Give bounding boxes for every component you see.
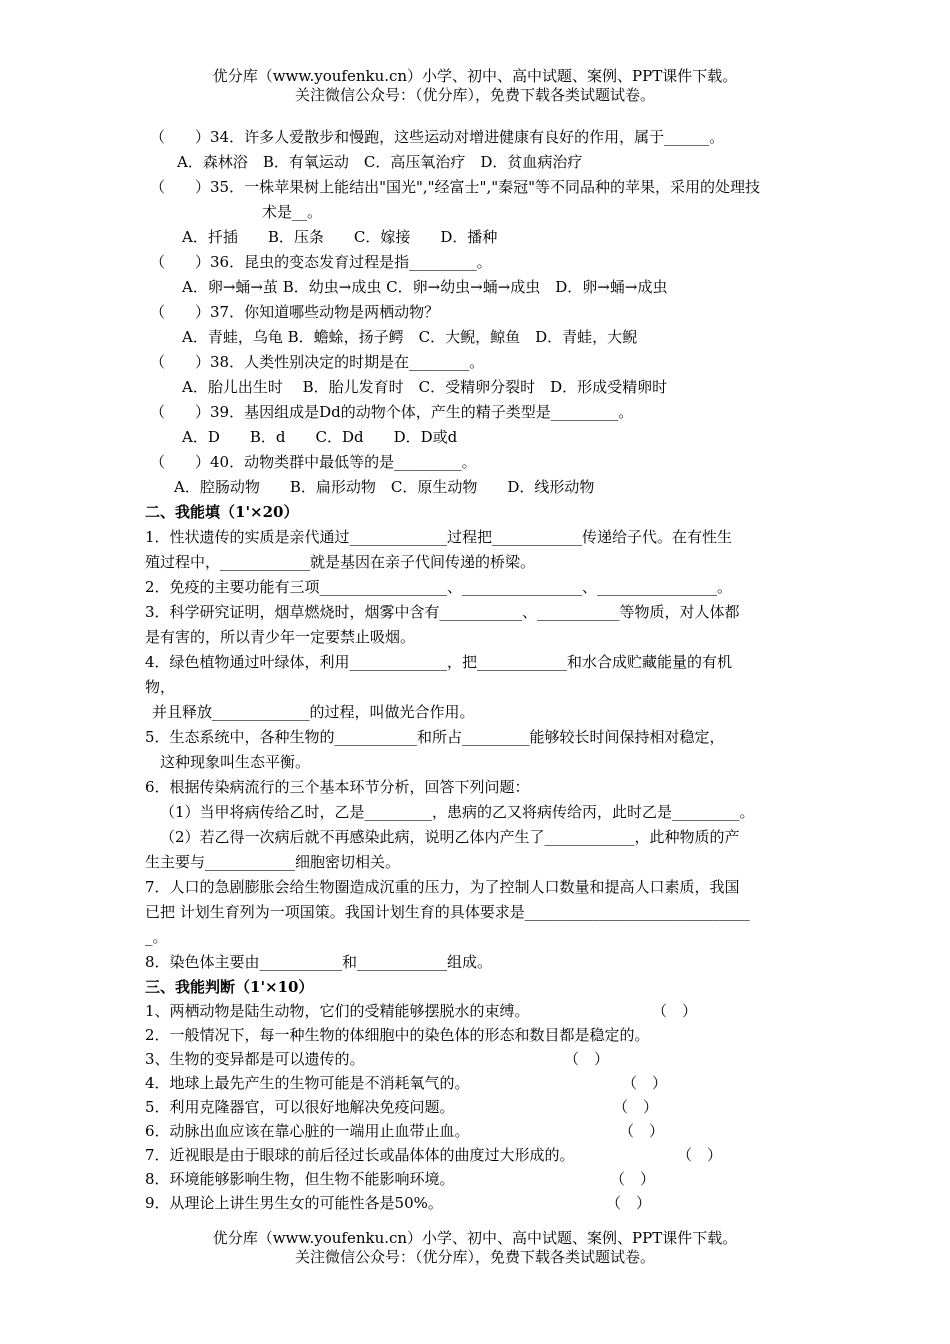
judge-section-heading: 三、我能判断（1'×10） [145, 978, 314, 996]
fill-line: 殖过程中，____________就是基因在亲子代间传递的桥梁。 [145, 553, 536, 571]
judge-item-text: 8．环境能够影响生物，但生物不能影响环境。 [145, 1170, 455, 1188]
page-header [0, 67, 950, 105]
judge-item [145, 1121, 470, 1141]
fill-section-heading: 二、我能填（1'×20） [145, 503, 299, 521]
fill-line: 已把 计划生育列为一项国策。我国计划生育的具体要求是______________________________ [145, 903, 750, 921]
judge-item-text: 2．一般情况下，每一种生物的体细胞中的染色体的形态和数目都是稳定的。 [145, 1026, 650, 1044]
judge-item-text: 6．动脉出血应该在靠心脏的一端用止血带止血。 [145, 1122, 470, 1140]
judge-answer-paren[interactable]: （ ） [613, 1098, 659, 1116]
fill-line: 这种现象叫生态平衡。 [160, 753, 311, 771]
judge-item-text: 4．地球上最先产生的生物可能是不消耗氧气的。 [145, 1074, 470, 1092]
question-36: （ ）36．昆虫的变态发育过程是指_________。 [150, 253, 492, 271]
question-35-continued: 术是__。 [262, 203, 323, 221]
fill-line: 7．人口的急剧膨胀会给生物圈造成沉重的压力，为了控制人口数量和提高人口素质，我国 [145, 878, 740, 896]
fill-line: 3．科学研究证明，烟草燃烧时，烟雾中含有___________、___________等物质，对人体都 [145, 603, 740, 621]
judge-item [145, 1001, 530, 1021]
question-35-options: A．扦插 B．压条 C．嫁接 D．播种 [182, 228, 498, 246]
fill-line: 6．根据传染病流行的三个基本环节分析，回答下列问题： [145, 778, 530, 796]
question-38: （ ）38．人类性别决定的时期是在________。 [150, 353, 485, 371]
question-37: （ ）37．你知道哪些动物是两栖动物？ [150, 303, 440, 321]
judge-answer-paren[interactable]: （ ） [564, 1050, 610, 1068]
judge-item-text: 7．近视眼是由于眼球的前后径过长或晶体体的曲度过大形成的。 [145, 1146, 575, 1164]
fill-line: （2）若乙得一次病后就不再感染此病，说明乙体内产生了____________，此种物质的产 [160, 828, 740, 846]
judge-answer-paren[interactable]: （ ） [619, 1122, 665, 1140]
judge-item-text: 9．从理论上讲生男生女的可能性各是50%。 [145, 1194, 443, 1212]
question-38-options: A．胎儿出生时 B．胎儿发育时 C．受精卵分裂时 D．形成受精卵时 [182, 378, 668, 396]
judge-answer-paren[interactable]: （ ） [652, 1002, 698, 1020]
page-footer [0, 1229, 950, 1267]
judge-item-text: 5．利用克隆器官，可以很好地解决免疫问题。 [145, 1098, 455, 1116]
fill-line: 1．性状遗传的实质是亲代通过_____________过程把____________传递给子代。在有性生 [145, 528, 733, 546]
fill-line: 并且释放_____________的过程，叫做光合作用。 [152, 703, 475, 721]
fill-line: 是有害的，所以青少年一定要禁止吸烟。 [145, 628, 416, 646]
question-34: （ ）34．许多人爱散步和慢跑，这些运动对增进健康有良好的作用，属于______。 [150, 128, 725, 146]
judge-item [145, 1025, 650, 1045]
fill-line: 2．免疫的主要功能有三项_________________、________________、________________。 [145, 578, 733, 596]
question-39-options: A．D B．d C．Dd D．D或d [182, 428, 458, 446]
judge-item [145, 1169, 455, 1189]
fill-line: 4．绿色植物通过叶绿体，利用_____________，把____________和水合成贮藏能量的有机 [145, 653, 733, 671]
judge-answer-paren[interactable]: （ ） [610, 1170, 656, 1188]
fill-line: 物， [145, 678, 176, 696]
fill-line: 5．生态系统中，各种生物的___________和所占_________能够较长时间保持相对稳定， [145, 728, 725, 746]
judge-answer-paren[interactable]: （ ） [677, 1146, 723, 1164]
question-35: （ ）35．一株苹果树上能结出"国光","经富士","秦冠"等不同品种的苹果，采用的处理技 [150, 178, 761, 196]
question-40: （ ）40．动物类群中最低等的是_________。 [150, 453, 477, 471]
question-39: （ ）39．基因组成是Dd的动物个体，产生的精子类型是_________。 [150, 403, 634, 421]
header-line-2: 关注微信公众号：（优分库），免费下载各类试题试卷。 [294, 86, 655, 104]
question-40-options: A．腔肠动物 B．扁形动物 C．原生动物 D．线形动物 [174, 478, 595, 496]
header-line-1: 优分库（www.youfenku.cn）小学、初中、高中试题、案例、PPT课件下载。 [212, 67, 738, 85]
judge-answer-paren[interactable]: （ ） [606, 1194, 652, 1212]
judge-item [145, 1073, 470, 1093]
fill-line: 8．染色体主要由___________和____________组成。 [145, 953, 493, 971]
question-37-options: A．青蛙，乌龟 B．蟾蜍，扬子鳄 C．大鲵，鲸鱼 D．青蛙，大鲵 [182, 328, 638, 346]
judge-answer-paren[interactable]: （ ） [622, 1074, 668, 1092]
judge-item-text: 3、生物的变异都是可以遗传的。 [145, 1050, 365, 1068]
fill-line: （1）当甲将病传给乙时，乙是_________，患病的乙又将病传给丙，此时乙是_________。 [160, 803, 755, 821]
judge-item-text: 1、两栖动物是陆生动物，它们的受精能够摆脱水的束缚。 [145, 1002, 530, 1020]
judge-item [145, 1193, 443, 1213]
judge-item [145, 1145, 575, 1165]
fill-line: 生主要与____________细胞密切相关。 [145, 853, 401, 871]
judge-item [145, 1097, 455, 1117]
question-34-options: A．森林浴 B．有氧运动 C．高压氧治疗 D．贫血病治疗 [177, 153, 583, 171]
judge-item [145, 1049, 365, 1069]
footer-line-1: 优分库（www.youfenku.cn）小学、初中、高中试题、案例、PPT课件下载。 [212, 1229, 738, 1247]
footer-line-2: 关注微信公众号：（优分库），免费下载各类试题试卷。 [294, 1248, 655, 1266]
question-36-options: A．卵→蛹→茧 B．幼虫→成虫 C．卵→幼虫→蛹→成虫 D．卵→蛹→成虫 [182, 278, 668, 296]
fill-line: _。 [145, 928, 168, 946]
